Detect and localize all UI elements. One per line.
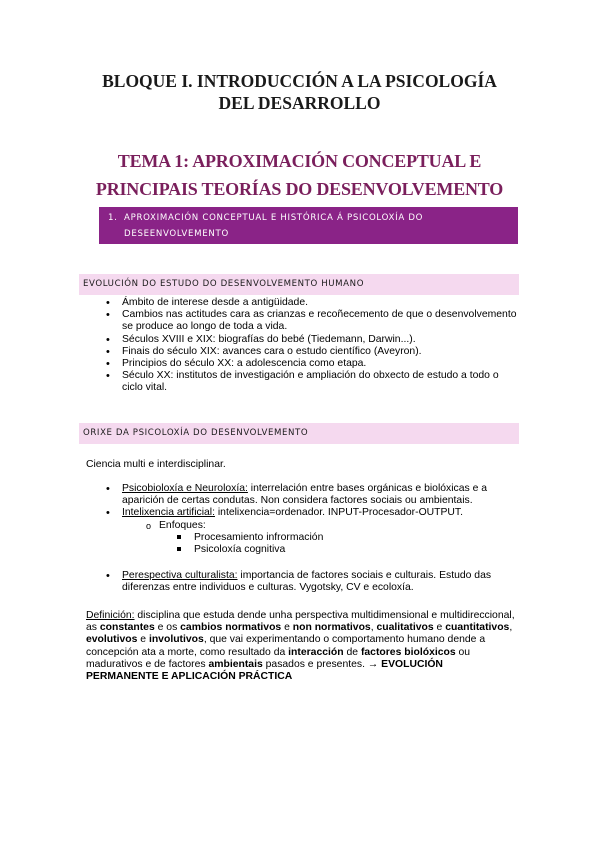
square-bullet-icon <box>177 547 181 551</box>
section2-header <box>79 423 519 444</box>
definition-bold: cualitativos <box>376 622 434 634</box>
circle-bullet-icon: o <box>146 521 152 531</box>
definition-text: pasados e presentes. <box>262 658 368 670</box>
banner-number: 1. <box>108 213 118 223</box>
item2-text: intelixencia=ordenador. INPUT-Procesador-OUTPUT. <box>214 507 464 519</box>
definition-bold: factores biolóxicos <box>360 646 456 658</box>
section2-list-b <box>100 570 520 594</box>
list-item: • Finais do século XIX: avances cara o estudo científico (Aveyron). <box>100 346 520 358</box>
definition-bold: interacción <box>288 646 344 658</box>
item3-label: Perespectiva culturalista: <box>122 570 238 581</box>
definition-text: disciplina que estuda dende unha perspectiva multidimensional e multidireccional, as <box>86 610 515 634</box>
sub-item <box>194 544 285 556</box>
item1-text: interrelación entre bases orgánicas e biolóxicas e a aparición de certas condutas. Non considera factores sociais ou ambientais. <box>122 483 488 507</box>
list-item: • Cambios nas actitudes cara as crianzas e recoñecemento de que o desenvolvemento se produce ao longo de toda a vida. <box>100 309 520 333</box>
list-item: • Ámbito de interese desde a antigüidade. <box>100 297 520 309</box>
section-banner <box>99 207 518 244</box>
definition-bold: ambientais <box>208 658 263 670</box>
list-item <box>100 570 520 594</box>
topic-title-line2: PRINCIPAIS TEORÍAS DO DESENVOLVEMENTO <box>95 179 504 199</box>
list-item: • Séculos XVIII e XIX: biografías do bebé (Tiedemann, Darwin...). <box>100 334 520 346</box>
definition-text: ou madurativos e de factores <box>86 646 471 670</box>
block-title-line2: DEL DESARROLLO <box>218 93 381 113</box>
section1-header <box>79 274 519 295</box>
topic-title-line1: TEMA 1: APROXIMACIÓN CONCEPTUAL E <box>117 151 482 171</box>
block-title-line1: BLOQUE I. INTRODUCCIÓN A LA PSICOLOGÍA <box>102 71 497 91</box>
definition-bold: cambios normativos <box>180 622 282 634</box>
block-title <box>60 70 539 114</box>
square-bullet-icon <box>177 535 181 539</box>
sub-item-text: Procesamiento infrormación <box>194 532 324 543</box>
definition-paragraph <box>86 610 516 683</box>
definition-conclusion: → EVOLUCIÓN PERMANENTE E APLICACIÓN PRÁCTICA <box>86 658 443 683</box>
sub-label-text: Enfoques: <box>159 520 206 531</box>
item1-label: Psicobioloxía e Neuroloxía: <box>122 483 248 494</box>
topic-title <box>60 147 539 203</box>
sub-item-text: Psicoloxía cognitiva <box>194 544 286 555</box>
definition-text: e <box>433 622 446 634</box>
section1-title: EVOLUCIÓN DO ESTUDO DO DESENVOLVEMENTO HUMANO <box>83 279 365 289</box>
list-item <box>100 507 520 519</box>
definition-text: e <box>281 622 293 634</box>
definition-bold: cuantitativos <box>445 622 510 634</box>
definition-bold: involutivos <box>148 634 204 646</box>
definition-text: e os <box>154 622 181 634</box>
banner-line1: APROXIMACIÓN CONCEPTUAL E HISTÓRICA Á PSICOLOXÍA DO <box>124 213 424 223</box>
section2-title: ORIXE DA PSICOLOXÍA DO DESENVOLVEMENTO <box>83 428 309 438</box>
definition-text: de <box>343 646 361 658</box>
list-item <box>100 483 520 507</box>
item2-label: Intelixencia artificial: <box>122 507 215 519</box>
section1-list <box>100 297 520 395</box>
section2-intro: Ciencia multi e interdisciplinar. <box>86 459 226 470</box>
sub-list-label <box>146 520 206 532</box>
definition-text: e <box>137 634 149 646</box>
definition-bold: non normativos <box>292 622 371 634</box>
definition-label: Definición: <box>86 610 135 621</box>
list-item: • Século XX: institutos de investigación e ampliación do obxecto de estudo a todo o ciclo vital. <box>100 370 520 394</box>
sub-item <box>194 532 323 544</box>
item3-text: importancia de factores sociais e culturais. Estudo das diferenzas entre individuos e culturas. Vygotsky, CV e ecoloxía. <box>122 570 492 594</box>
definition-bold: constantes <box>99 622 155 634</box>
banner-line2: DESEENVOLVEMENTO <box>124 228 229 239</box>
definition-bold: evolutivos <box>86 634 138 646</box>
definition-text: , <box>509 622 513 634</box>
list-item: • Principios do século XX: a adolescencia como etapa. <box>100 358 520 370</box>
section2-list-a <box>100 483 520 520</box>
definition-text: , que vai experimentando o comportamento humano dende a concepción ata a morte, como resultado da <box>86 634 486 658</box>
definition-text: , <box>370 622 377 634</box>
